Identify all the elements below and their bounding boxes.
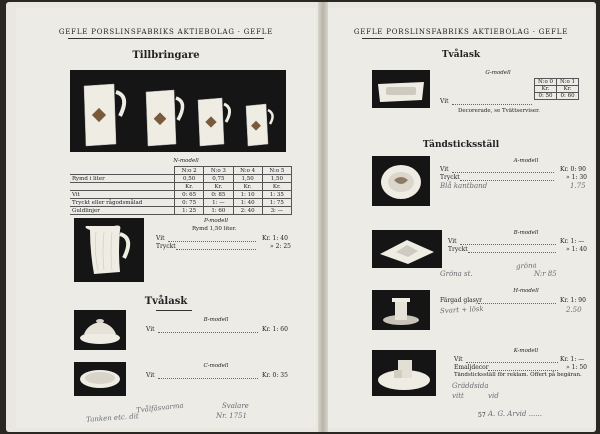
section-title-tillbringare: Tillbringare bbox=[132, 50, 200, 61]
handwritten-note: A. G. Arvid ...... bbox=[488, 410, 542, 418]
photo-jugs-n-model bbox=[70, 70, 286, 152]
handwritten-note: Svalare bbox=[222, 402, 249, 410]
row-label: Guldlinjer bbox=[70, 207, 175, 215]
leader-dots bbox=[452, 172, 554, 173]
price-value: » 1: 30 bbox=[566, 174, 587, 181]
header-cell: N:o 5 bbox=[262, 167, 291, 175]
leader-dots bbox=[168, 241, 256, 242]
running-head-left: GEFLE PORSLINSFABRIKS AKTIEBOLAG · GEFLE bbox=[58, 28, 274, 36]
handwritten-note: gröna bbox=[515, 261, 537, 271]
price-value: Kr. 0: 90 bbox=[560, 166, 586, 173]
price-row-label: Vit bbox=[448, 238, 457, 245]
table-row bbox=[70, 167, 292, 175]
table-cell: 0: 85 bbox=[204, 191, 233, 199]
model-label-b: B-modell bbox=[203, 317, 229, 323]
photo-soap-dish-g bbox=[372, 70, 430, 108]
handwritten-note: 1.75 bbox=[570, 182, 586, 190]
running-head-right: GEFLE PORSLINSFABRIKS AKTIEBOLAG · GEFLE bbox=[353, 28, 569, 36]
model-label-p: P-modell bbox=[203, 218, 229, 224]
table-row bbox=[535, 79, 579, 86]
photo-match-holder-b bbox=[372, 230, 442, 268]
table-cell: 1: 40 bbox=[233, 199, 262, 207]
table-cell: Kr. bbox=[557, 86, 579, 93]
right-page bbox=[328, 8, 594, 428]
title-rule bbox=[156, 310, 192, 311]
photo-match-holder-k bbox=[372, 350, 436, 396]
section-title-tvalask-right: Tvålask bbox=[441, 50, 481, 60]
price-row-label: Färgad glasyr bbox=[440, 297, 483, 304]
table-cell: 1: 60 bbox=[204, 207, 233, 215]
price-row-label: Vit bbox=[454, 356, 463, 363]
header-cell: N:o 0 bbox=[535, 79, 557, 86]
handwritten-note: Svart + lösk bbox=[439, 304, 484, 316]
section-title-tandsticks: Tändsticksställ bbox=[422, 140, 500, 150]
book-gutter bbox=[318, 2, 328, 432]
handwritten-note: 2.50 bbox=[566, 306, 582, 314]
table-cell: Kr. bbox=[262, 183, 291, 191]
table-cell: 1,50 bbox=[262, 175, 291, 183]
price-row-label: Tryckt bbox=[156, 243, 176, 250]
head-rule bbox=[68, 38, 264, 39]
price-row-label: Vit bbox=[146, 372, 155, 379]
handwritten-note: Tvålfäsvarma bbox=[135, 401, 184, 415]
n-model-price-table bbox=[70, 166, 292, 215]
table-cell: 1: 25 bbox=[175, 207, 204, 215]
price-value: Kr. 1: 60 bbox=[262, 326, 288, 333]
k-model-note: Tändsticksställ för reklam. Offert på begäran. bbox=[454, 372, 582, 378]
model-label-n: N-modell bbox=[173, 158, 199, 164]
price-row-label: Vit bbox=[146, 326, 155, 333]
price-value: » 1: 40 bbox=[566, 246, 587, 253]
model-label-c: C-modell bbox=[203, 363, 229, 369]
table-cell: 1: 35 bbox=[262, 191, 291, 199]
left-page bbox=[16, 8, 316, 428]
table-cell: Kr. bbox=[535, 86, 557, 93]
table-cell: 2: 40 bbox=[233, 207, 262, 215]
handwritten-note: N:r 85 bbox=[534, 270, 557, 278]
table-cell: 0: 75 bbox=[175, 199, 204, 207]
price-value: Kr. 0: 35 bbox=[262, 372, 288, 379]
p-model-volume: Rymd 1,50 liter. bbox=[192, 226, 237, 232]
photo-match-holder-a bbox=[372, 156, 430, 206]
table-cell: Kr. bbox=[175, 183, 204, 191]
table-cell: 0,50 bbox=[175, 175, 204, 183]
leader-dots bbox=[460, 180, 554, 181]
table-cell: 0: 60 bbox=[557, 93, 579, 100]
handwritten-note: Blå kantband bbox=[440, 182, 488, 190]
handwritten-note: Gröna st. bbox=[440, 270, 473, 278]
price-value: » 2: 25 bbox=[270, 243, 291, 250]
table-row bbox=[70, 207, 292, 215]
leader-dots bbox=[452, 104, 532, 105]
table-cell: 0: 65 bbox=[175, 191, 204, 199]
leader-dots bbox=[488, 370, 558, 371]
handwritten-note: Gräddsida bbox=[452, 382, 489, 390]
table-row bbox=[70, 175, 292, 183]
row-label: Vit bbox=[70, 191, 175, 199]
photo-soap-dish-b bbox=[74, 310, 126, 350]
g-model-note: Decorerade, se Tvättserviser. bbox=[458, 108, 540, 114]
price-value: Kr. 1: — bbox=[560, 356, 585, 363]
price-value: » 1: 50 bbox=[566, 364, 587, 371]
leader-dots bbox=[176, 249, 256, 250]
table-cell: 0,75 bbox=[204, 175, 233, 183]
model-label-a: A-modell bbox=[513, 158, 539, 164]
price-value: Kr. 1: — bbox=[560, 238, 585, 245]
table-cell: 1: — bbox=[204, 199, 233, 207]
head-rule bbox=[362, 38, 562, 39]
header-cell: N:o 4 bbox=[233, 167, 262, 175]
page-number: 57 bbox=[478, 412, 486, 419]
model-label-b-right: B-modell bbox=[513, 230, 539, 236]
price-row-label: Emaljdecor bbox=[454, 364, 489, 371]
table-cell: Kr. bbox=[233, 183, 262, 191]
table-cell: 1: 10 bbox=[233, 191, 262, 199]
leader-dots bbox=[478, 303, 556, 304]
photo-soap-dish-c bbox=[74, 362, 126, 396]
catalogue-spread bbox=[6, 2, 596, 432]
price-row-label: Vit bbox=[440, 166, 449, 173]
price-row-label: Tryckt bbox=[440, 174, 460, 181]
model-label-h: H-modell bbox=[513, 288, 539, 294]
price-value: Kr. 1: 40 bbox=[262, 235, 288, 242]
table-row bbox=[535, 93, 579, 100]
table-row bbox=[70, 183, 292, 191]
handwritten-note: vid bbox=[488, 392, 499, 400]
table-row bbox=[535, 86, 579, 93]
handwritten-note: Tanken etc. dit bbox=[85, 412, 140, 424]
handwritten-note: vitt bbox=[452, 392, 464, 400]
leader-dots bbox=[468, 252, 556, 253]
header-cell: N:o 3 bbox=[204, 167, 233, 175]
leader-dots bbox=[466, 362, 558, 363]
price-row-label: Vit bbox=[440, 98, 449, 105]
photo-jug-p-model bbox=[74, 218, 144, 282]
row-label: Rymd i liter bbox=[70, 175, 175, 183]
row-label bbox=[70, 183, 175, 191]
table-cell: Kr. bbox=[204, 183, 233, 191]
leader-dots bbox=[158, 332, 258, 333]
header-cell: N:o 2 bbox=[175, 167, 204, 175]
table-cell: 0: 50 bbox=[535, 93, 557, 100]
table-cell: 1,50 bbox=[233, 175, 262, 183]
leader-dots bbox=[460, 244, 556, 245]
table-cell: 1: 75 bbox=[262, 199, 291, 207]
header-cell: N:o 1 bbox=[557, 79, 579, 86]
model-label-k: K-modell bbox=[513, 348, 539, 354]
price-row-label: Tryckt bbox=[448, 246, 468, 253]
section-title-tvalask: Tvålask bbox=[144, 296, 188, 307]
table-cell: 3: — bbox=[262, 207, 291, 215]
g-model-price-table bbox=[534, 78, 579, 100]
row-label: Tryckt eller rågodsmålad bbox=[70, 199, 175, 207]
price-row-label: Vit bbox=[156, 235, 165, 242]
price-value: Kr. 1: 90 bbox=[560, 297, 586, 304]
handwritten-note: Nr. 1751 bbox=[216, 412, 247, 420]
table-row bbox=[70, 191, 292, 199]
leader-dots bbox=[158, 378, 258, 379]
model-label-g: G-modell bbox=[485, 70, 511, 76]
table-row bbox=[70, 199, 292, 207]
photo-match-holder-h bbox=[372, 290, 430, 330]
